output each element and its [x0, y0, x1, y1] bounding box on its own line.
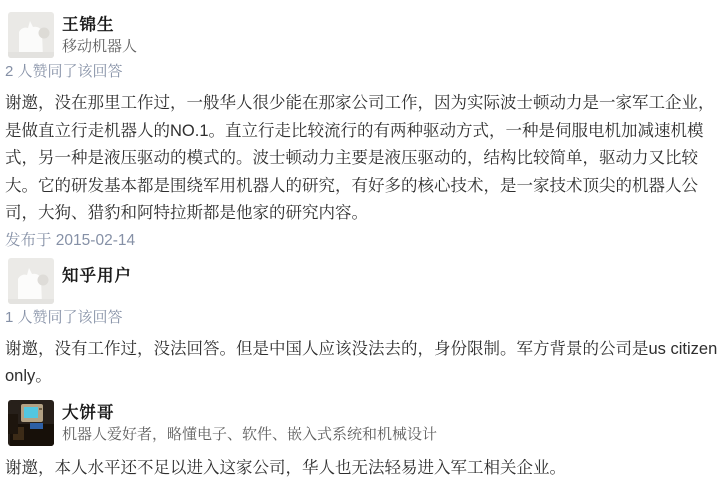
- author-name[interactable]: 知乎用户: [62, 266, 132, 285]
- answer-text-line: 谢邀，没有工作过，没法回答。但是中国人应该没法去的，身份限制。军方背景的公司是us citizen: [5, 339, 718, 358]
- avatar[interactable]: [8, 258, 54, 304]
- dark-photo-avatar-graphic: [8, 400, 54, 446]
- answer-card-3: [0, 400, 720, 483]
- answer-text-line: 司，大狗、猎豹和阿特拉斯都是他家的研究内容。: [5, 204, 368, 222]
- upvote-count-text: 2 人赞同了该回答: [5, 63, 123, 80]
- author-name[interactable]: 王锦生: [62, 16, 115, 34]
- answer-1-body: [5, 90, 714, 228]
- answer-card-1: [0, 12, 720, 251]
- author-headline: 机器人爱好者，略懂电子、软件、嵌入式系统和机械设计: [62, 425, 438, 443]
- answer-2-author-header: [8, 258, 720, 304]
- answer-text-line: 是做直立行走机器人的NO.1。直立行走比较流行的有两种驱动方式，一种是伺服电机加减速机模: [5, 121, 704, 140]
- author-meta: [62, 258, 132, 286]
- author-headline: 移动机器人: [62, 38, 138, 55]
- answer-text-line: 谢邀，没在那里工作过，一般华人很少能在那家公司工作，因为实际波士顿动力是一家军工企业，: [5, 94, 715, 112]
- answer-text-line: 式，另一种是液压驱动的模式的。波士顿动力主要是液压驱动的，结构比较简单，驱动力又比较: [5, 149, 698, 167]
- answer-2-body: [5, 336, 718, 391]
- answer-list-page: [0, 12, 720, 500]
- answer-text-line: 大。它的研发基本都是围绕军用机器人的研究，有好多的核心技术，是一家技术顶尖的机器人公: [5, 176, 698, 195]
- publish-time-link[interactable]: 发布于 2015-02-14: [5, 231, 136, 249]
- answer-card-2: [0, 258, 720, 391]
- answer-3-body: [5, 455, 714, 483]
- upvote-count-text: 1 人赞同了该回答: [5, 308, 123, 326]
- answer-3-author-header: [8, 400, 720, 446]
- answer-1-author-header: [8, 12, 720, 58]
- answer-text-line: 谢邀，本人水平还不足以进入这家公司，华人也无法轻易进入军工相关企业。: [5, 458, 566, 477]
- avatar[interactable]: [8, 400, 54, 446]
- answer-text-line: only。: [5, 367, 52, 385]
- author-meta: [62, 12, 137, 56]
- author-name[interactable]: 大饼哥: [62, 403, 115, 422]
- light-photo-avatar-graphic: [8, 12, 54, 58]
- author-meta: [62, 400, 437, 444]
- light-photo-avatar-graphic: [8, 258, 54, 304]
- avatar[interactable]: [8, 12, 54, 58]
